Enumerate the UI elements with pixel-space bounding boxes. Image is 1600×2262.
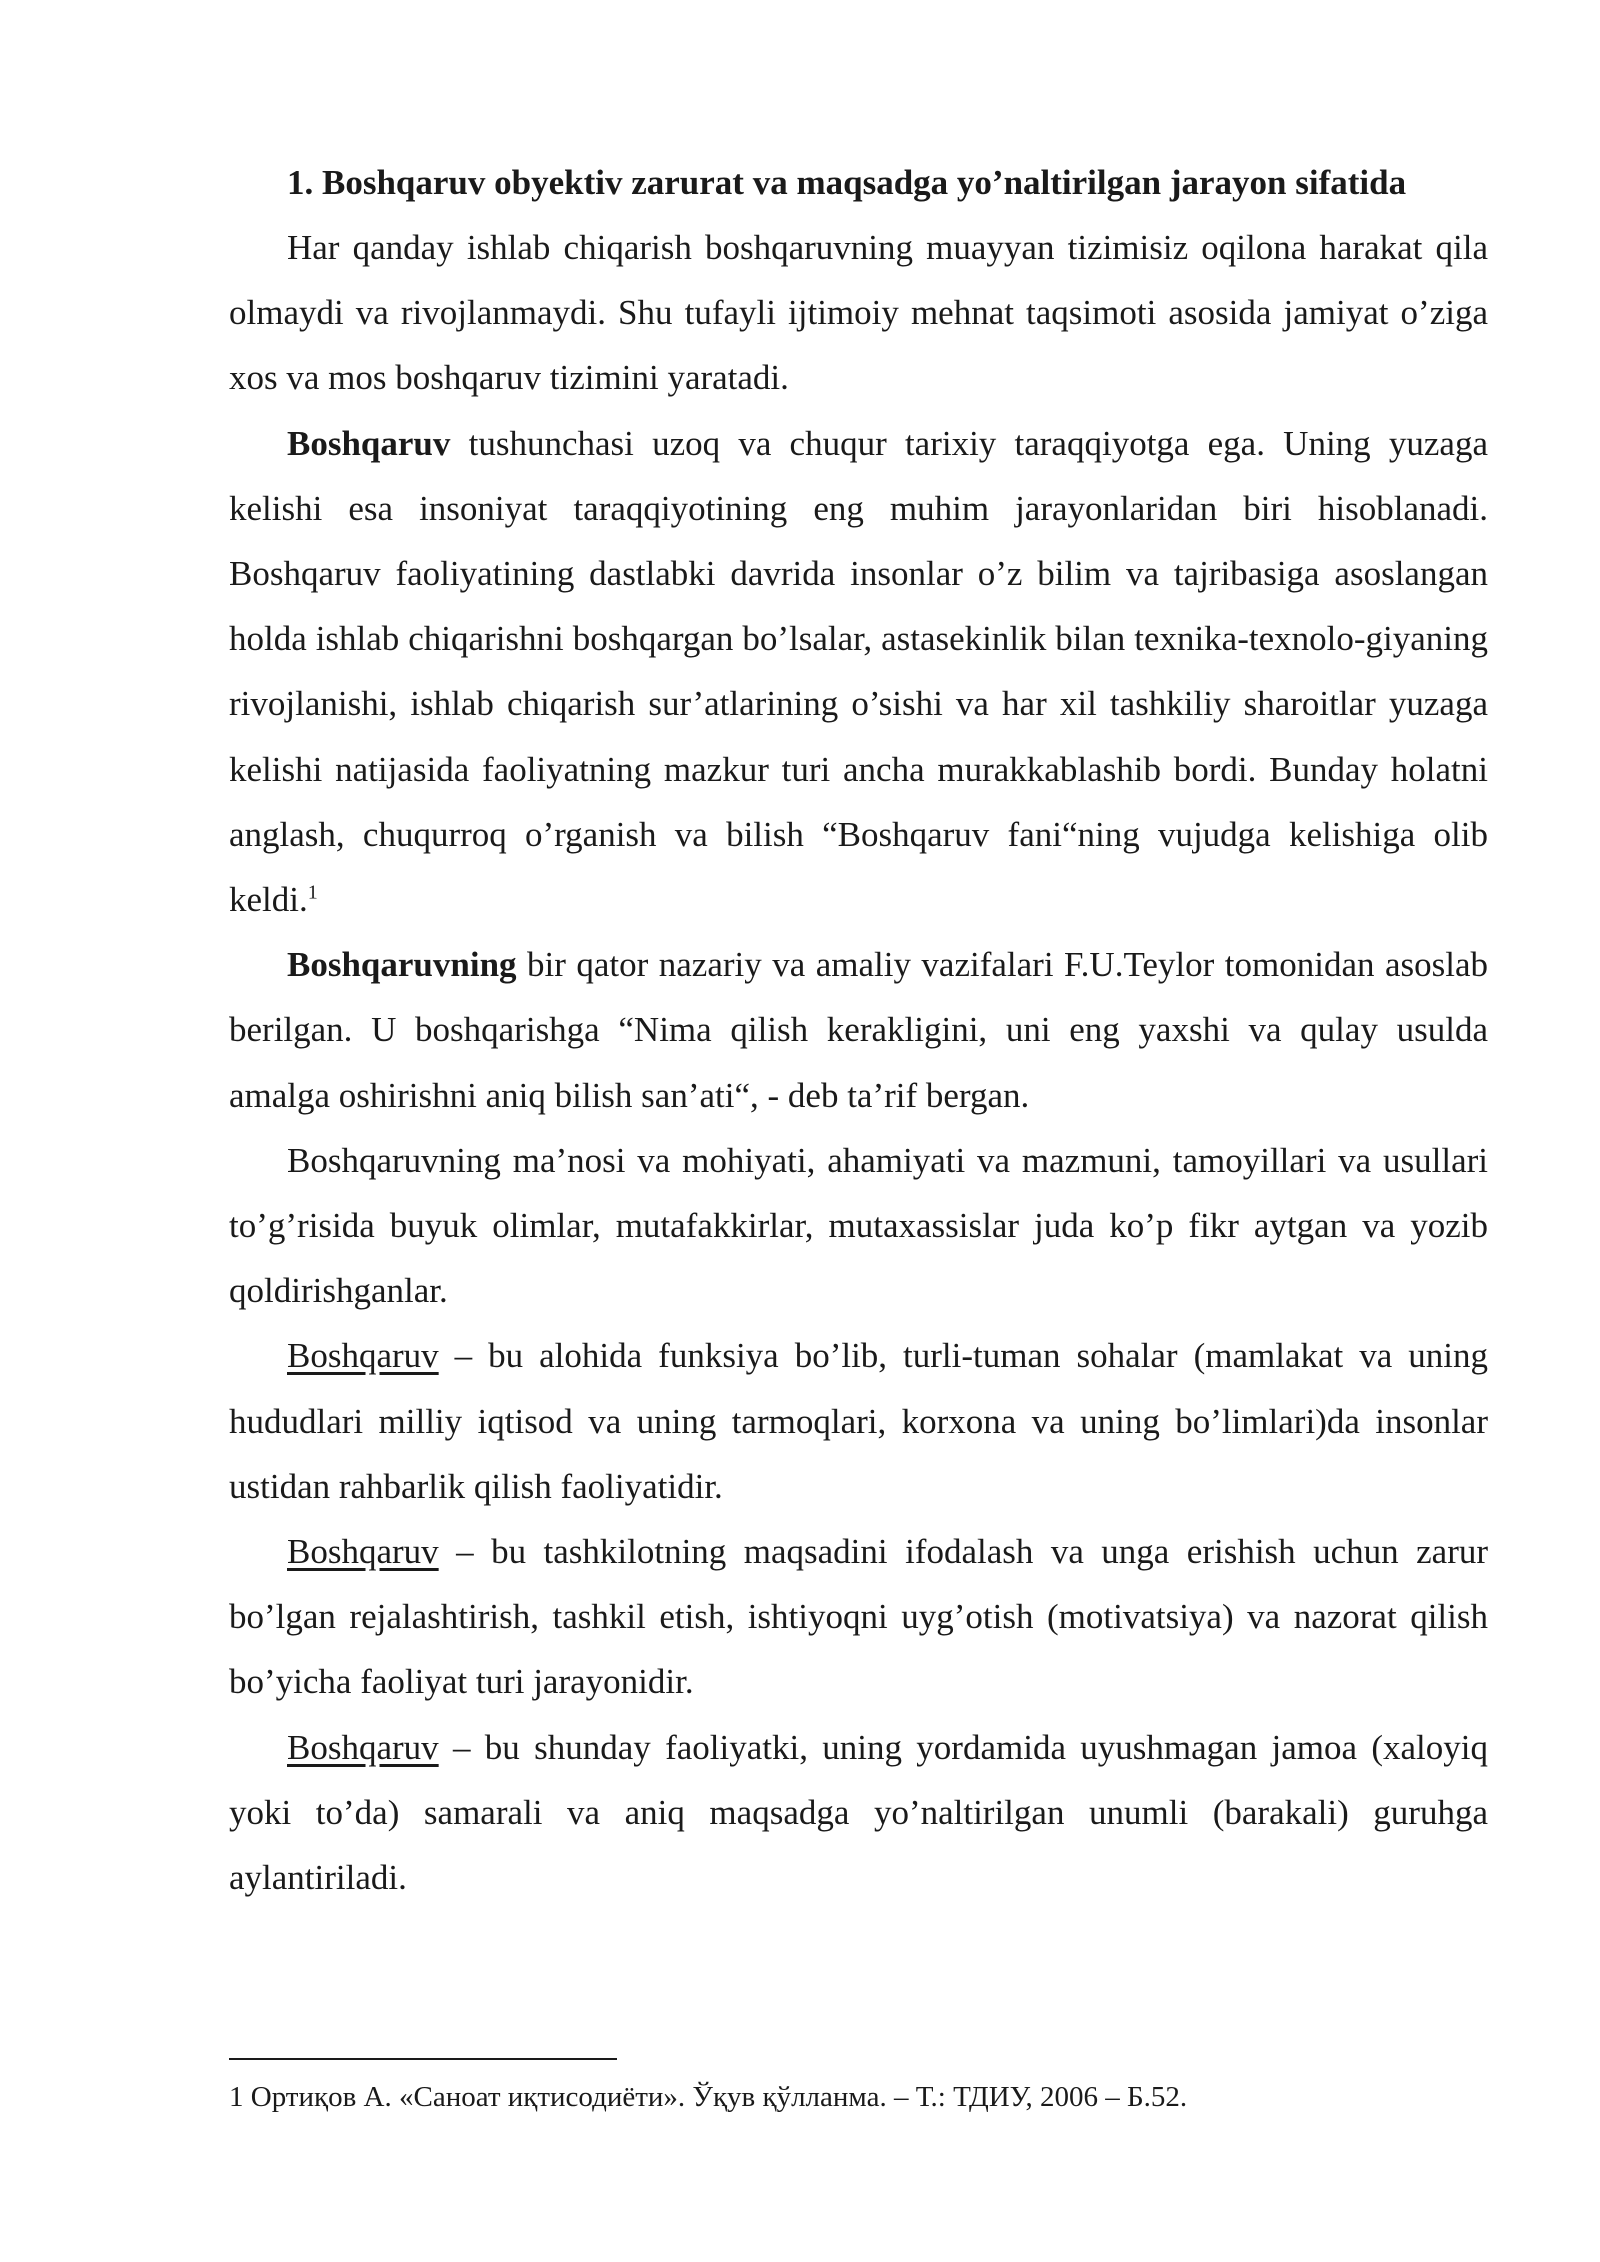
- document-body: [229, 150, 1488, 1910]
- footnote-text: 1 Ортиқов А. «Саноат иқтисодиёти». Ўқув қўлланма. – Т.: ТДИУ, 2006 – Б.52.: [229, 2081, 1188, 2113]
- paragraph-text: Boshqaruvning ma’nosi va mohiyati, ahamiyati va mazmuni, tamoyillari va usullari to’g’risida buyuk olimlar, mutafakkirlar, mutaxassislar juda ko’p fikr aytgan va yozib qoldirishganlar.: [229, 1140, 1488, 1311]
- paragraph-text: – bu shunday faoliyatki, uning yordamida uyushmagan jamoa (xaloyiq yoki to’da) samarali va aniq maqsadga yo’naltirilgan unumli (barakali) guruhga aylantiriladi.: [229, 1727, 1488, 1898]
- paragraph-5: [229, 1323, 1488, 1519]
- bold-term: Boshqaruv: [287, 423, 451, 463]
- paragraph-1: [229, 215, 1488, 411]
- footnote-separator: [229, 2058, 617, 2060]
- paragraph-text: tushunchasi uzoq va chuqur tarixiy taraqqiyotga ega. Uning yuzaga kelishi esa insoniyat taraqqiyotining eng muhim jarayonlaridan biri hisoblanadi. Boshqaruv faoliyatining dastlabki davrida insonlar o’z bilim va tajribasiga asoslangan holda ishlab chiqarishni boshqargan bo’lsalar, astasekinlik bilan texnika-texnolo-giyaning rivojlanishi, ishlab chiqarish sur’atlarining o’sishi va har xil tashkiliy sharoitlar yuzaga kelishi natijasida faoliyatning mazkur turi ancha murakkablashib bordi. Bunday holatni anglash, chuqurroq o’rganish va bilish “Boshqaruv fani“ning vujudga kelishiga olib keldi.: [229, 423, 1488, 920]
- paragraph-6: [229, 1519, 1488, 1715]
- section-heading: 1. Boshqaruv obyektiv zarurat va maqsadga yo’naltirilgan jarayon sifatida: [287, 163, 1407, 202]
- underlined-term: Boshqaruv: [287, 1727, 439, 1767]
- paragraph-text: – bu tashkilotning maqsadini ifodalash va unga erishish uchun zarur bo’lgan rejalashtirish, tashkil etish, ishtiyoqni uyg’otish (motivatsiya) va nazorat qilish bo’yicha faoliyat turi jarayonidir.: [229, 1532, 1488, 1702]
- paragraph-7: [229, 1715, 1488, 1911]
- paragraph-text: – bu alohida funksiya bo’lib, turli-tuman sohalar (mamlakat va uning hududlari milliy iqtisod va uning tarmoqlari, korxona va uning bo’limlari)da insonlar ustidan rahbarlik qilish faoliyatidir.: [229, 1336, 1488, 1506]
- paragraph-4: [229, 1128, 1488, 1324]
- paragraph-2: [229, 411, 1488, 933]
- bold-term: Boshqaruvning: [287, 945, 517, 985]
- paragraph-3: [229, 932, 1488, 1128]
- paragraph-text: bir qator nazariy va amaliy vazifalari F.U.Teylor tomonidan asoslab berilgan. U boshqarishga “Nima qilish kerakligini, uni eng yaxshi va qulay usulda amalga oshirishni aniq bilish san’ati“, - deb ta’rif bergan.: [229, 945, 1488, 1115]
- underlined-term: Boshqaruv: [287, 1532, 439, 1572]
- underlined-term: Boshqaruv: [287, 1336, 439, 1376]
- paragraph-text: Har qanday ishlab chiqarish boshqaruvning muayyan tizimisiz oqilona harakat qila olmaydi va rivojlanmaydi. Shu tufayli ijtimoiy mehnat taqsimoti asosida jamiyat o’ziga xos va mos boshqaruv tizimini yaratadi.: [229, 228, 1488, 398]
- footnote-reference[interactable]: 1: [307, 881, 318, 904]
